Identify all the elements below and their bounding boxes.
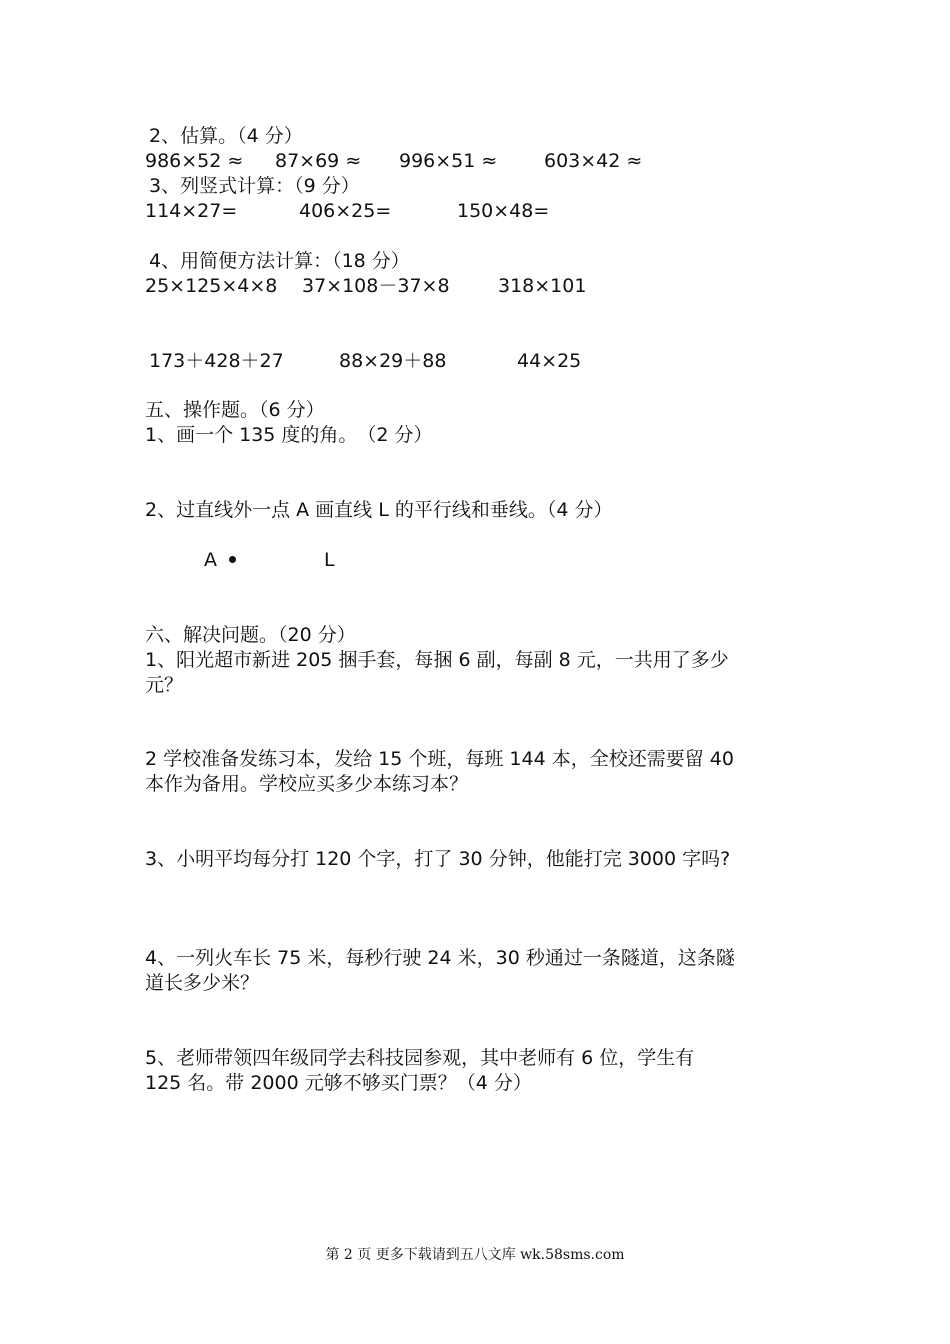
operation-q2: 2、过直线外一点 A 画直线 L 的平行线和垂线。（4 分） xyxy=(145,499,613,521)
estimate-heading: 2、估算。（4 分） xyxy=(149,125,303,147)
simplify-row1-item-3: 318×101 xyxy=(498,275,587,297)
line-l-label: L xyxy=(324,549,335,571)
problem-2-line-1: 2 学校准备发练习本，发给 15 个班，每班 144 本，全校还需要留 40 xyxy=(145,748,734,770)
simplify-heading: 4、用简便方法计算：（18 分） xyxy=(149,250,410,272)
problem-2-line-2: 本作为备用。学校应买多少本练习本？ xyxy=(145,773,469,795)
problem-5-line-1: 5、老师带领四年级同学去科技园参观，其中老师有 6 位，学生有 xyxy=(145,1047,695,1069)
simplify-row2-item-1: 173＋428＋27 xyxy=(149,350,284,372)
simplify-row1-item-1: 25×125×4×8 xyxy=(145,275,278,297)
estimate-item-2: 87×69 ≈ xyxy=(275,150,362,172)
simplify-row2-item-2: 88×29＋88 xyxy=(339,350,447,372)
problem-4-line-2: 道长多少米？ xyxy=(145,972,260,994)
operation-q1: 1、画一个 135 度的角。 （2 分） xyxy=(145,424,433,446)
problem-1-line-2: 元？ xyxy=(145,674,184,696)
simplify-row2-item-3: 44×25 xyxy=(517,350,582,372)
point-a-label: A xyxy=(204,549,217,571)
page-footer: 第 2 页 更多下载请到五八文库 wk.58sms.com xyxy=(325,1247,625,1263)
operation-heading: 五、操作题。（6 分） xyxy=(145,399,325,421)
estimate-item-1: 986×52 ≈ xyxy=(145,150,244,172)
problem-4-line-1: 4、一列火车长 75 米，每秒行驶 24 米，30 秒通过一条隧道，这条隧 xyxy=(145,947,735,969)
problem-1-line-1: 1、阳光超市新进 205 捆手套，每捆 6 副，每副 8 元，一共用了多少 xyxy=(145,649,729,671)
vertical-item-1: 114×27= xyxy=(145,200,238,222)
problem-5-line-2: 125 名。带 2000 元够不够买门票？（4 分） xyxy=(145,1072,532,1094)
problems-heading: 六、解决问题。（20 分） xyxy=(145,624,356,646)
vertical-item-3: 150×48= xyxy=(457,200,550,222)
estimate-item-4: 603×42 ≈ xyxy=(544,150,643,172)
point-a-dot xyxy=(229,556,236,563)
simplify-row1-item-2: 37×108－37×8 xyxy=(302,275,450,297)
estimate-item-3: 996×51 ≈ xyxy=(399,150,498,172)
problem-3-line-1: 3、小明平均每分打 120 个字，打了 30 分钟，他能打完 3000 字吗? xyxy=(145,848,731,870)
vertical-heading: 3、列竖式计算：（9 分） xyxy=(149,175,360,197)
vertical-item-2: 406×25= xyxy=(299,200,392,222)
